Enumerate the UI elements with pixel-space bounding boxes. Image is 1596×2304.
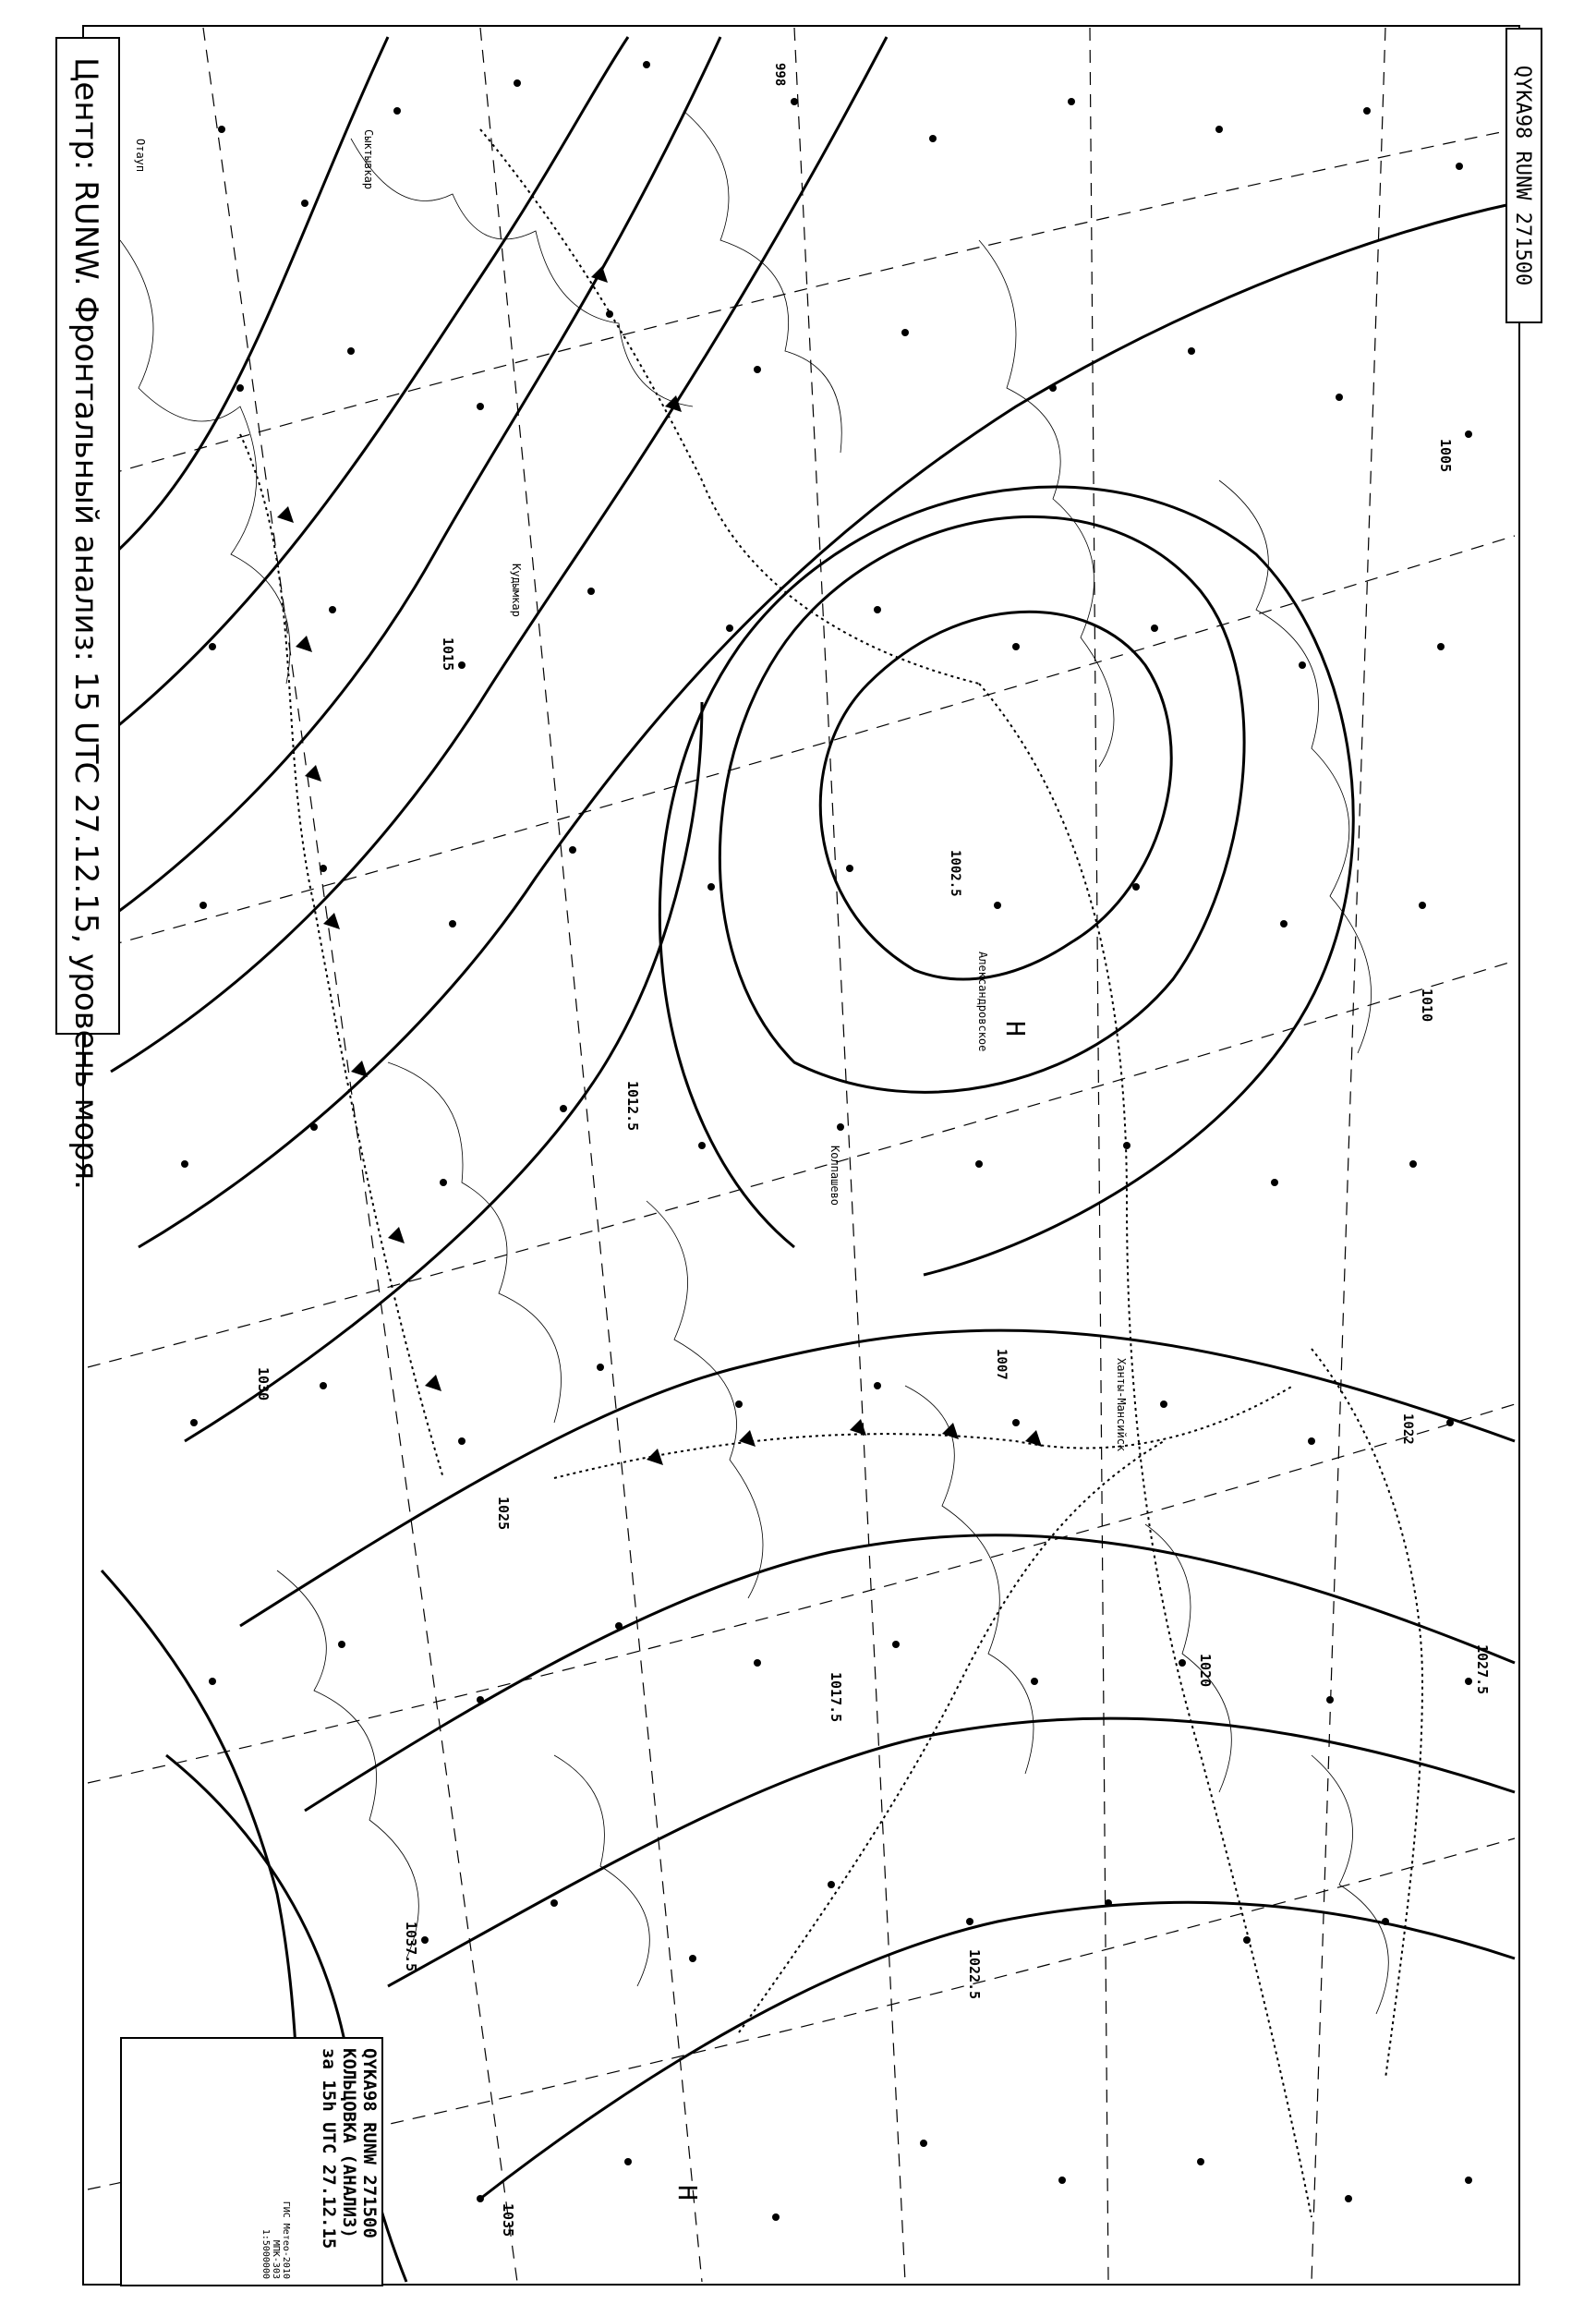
isobar-label: 1022.5 [966, 1949, 983, 2000]
isobar-label: 1027.5 [1474, 1644, 1491, 1695]
isobar-label: 1020 [1197, 1654, 1214, 1688]
legend-code: QYKA98 RUNW 271500 [359, 2048, 380, 2238]
legend-model: МПК-303 [271, 2239, 281, 2279]
map-title: Центр: RUNW. Фронтальный анализ: 15 UTC 27.12.15, уровень моря. [55, 37, 120, 1035]
place-label: Кудымкар [510, 564, 523, 617]
low-center-marker: Н [672, 2185, 703, 2201]
legend-software: ГИС Метео-2010 [281, 2201, 291, 2279]
map-mark: 998 [772, 63, 787, 87]
legend-content [122, 2039, 385, 2288]
map-mark: 1002.5 [948, 850, 962, 897]
isobar-label: 1010 [1419, 988, 1435, 1023]
place-label: Сыктывкар [362, 129, 375, 190]
isobar-label: 1030 [255, 1367, 272, 1401]
isobar-label: 1017.5 [828, 1672, 844, 1723]
legend-station: КОЛЬЦОВКА (АНАЛИЗ) [339, 2048, 359, 2238]
isobar-label: 1037.5 [403, 1922, 419, 1972]
map-mark: 1022 [1400, 1413, 1415, 1445]
place-label: Александровское [976, 952, 989, 1052]
high-center-marker: H [1000, 1021, 1031, 1037]
legend-scale: 1:5000000 [260, 2228, 271, 2279]
isobar-label: 1015 [440, 637, 456, 672]
legend-box [120, 2037, 383, 2286]
bulletin-code: QYKA98 RUNW 271500 [1505, 28, 1542, 323]
map-frame [83, 26, 1519, 2285]
map-mark: 1007 [994, 1349, 1009, 1380]
place-label: Колпашево [828, 1146, 841, 1207]
legend-time: за 15h UTC 27.12.15 [319, 2048, 339, 2249]
isobar-label: 1012.5 [624, 1081, 641, 1132]
isobar-label: 1005 [1437, 439, 1454, 473]
place-label: Отауп [134, 139, 147, 173]
place-label: Ханты-Мансийск [1115, 1358, 1128, 1452]
isobar-label: 1035 [500, 2203, 516, 2237]
isobar-label: 1025 [495, 1497, 512, 1531]
